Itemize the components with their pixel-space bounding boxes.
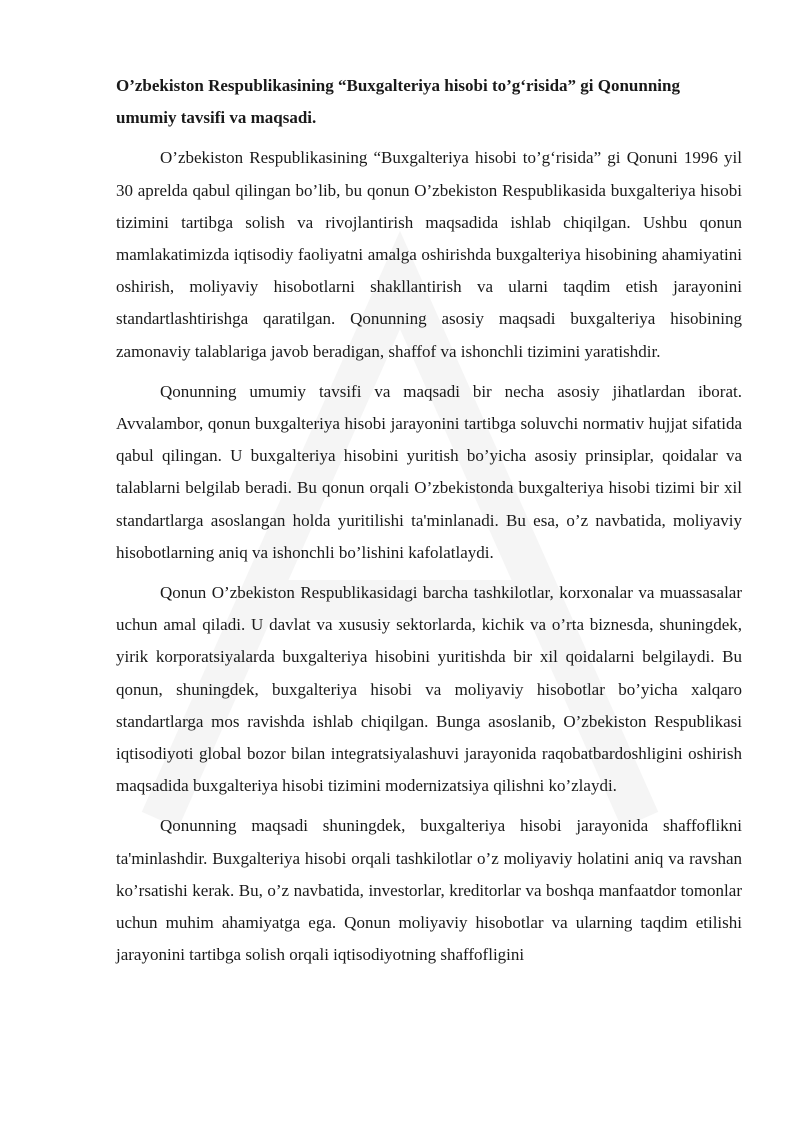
document-title: O’zbekiston Respublikasining “Buxgalteriya hisobi to’g‘risida” gi Qonunning umumiy tavsifi va maqsadi. — [116, 76, 680, 128]
document-body — [116, 70, 742, 979]
paragraph-1: O’zbekiston Respublikasining “Buxgalteriya hisobi to’g‘risida” gi Qonuni 1996 yil 30 aprelda qabul qilingan bo’lib, bu qonun O’zbekiston Respublikasida buxgalteriya hisobi tizimini tartibga solish va rivojlantirish maqsadida ishlab chiqilgan. Ushbu qonun mamlakatimizda iqtisodiy faoliyatni amalga oshirishda buxgalteriya hisobining ahamiyatini oshirish, moliyaviy hisobotlarni shakllantirish va ularni taqdim etish jarayonini standartlashtirishga qaratilgan. Qonunning asosiy maqsadi buxgalteriya hisobining zamonaviy talablariga javob beradigan, shaffof va ishonchli tizimini yaratishdir. — [116, 148, 742, 361]
paragraph-2: Qonunning umumiy tavsifi va maqsadi bir necha asosiy jihatlardan iborat. Avvalambor, qonun buxgalteriya hisobi jarayonini tartibga soluvchi normativ hujjat sifatida qabul qilingan. U buxgalteriya hisobini yuritish bo’yicha asosiy prinsiplar, qoidalar va talablarni belgilab beradi. Bu qonun orqali O’zbekistonda buxgalteriya hisobi tizimi bir xil standartlarga asoslangan holda yuritilishi ta'minlanadi. Bu esa, o’z navbatida, moliyaviy hisobotlarning aniq va ishonchli bo’lishini kafolatlaydi. — [116, 381, 742, 562]
paragraph-3: Qonun O’zbekiston Respublikasidagi barcha tashkilotlar, korxonalar va muassasalar uchun amal qiladi. U davlat va xususiy sektorlarda, kichik va o’rta biznesda, shuningdek, yirik korporatsiyalarda buxgalteriya hisobini yuritishda bir xil qoidalarni belgilaydi. Bu qonun, shuningdek, buxgalteriya hisobi va moliyaviy hisobotlar bo’yicha xalqaro standartlarga mos ravishda ishlab chiqilgan. Bunga asoslanib, O’zbekiston Respublikasi iqtisodiyoti global bozor bilan integratsiyalashuvi jarayonida raqobatbardoshligini oshirish maqsadida buxgalteriya hisobi tizimini modernizatsiya qilishni ko’zlaydi. — [116, 583, 742, 796]
paragraph-4: Qonunning maqsadi shuningdek, buxgalteriya hisobi jarayonida shaffoflikni ta'minlashdir. Buxgalteriya hisobi orqali tashkilotlar o’z moliyaviy holatini aniq va ravshan ko’rsatishi kerak. Bu, o’z navbatida, investorlar, kreditorlar va boshqa manfaatdor tomonlar uchun muhim ahamiyatga ega. Qonun moliyaviy hisobotlar va ularning taqdim etilishi jarayonini tartibga solish orqali iqtisodiyotning shaffofligini — [116, 816, 742, 965]
